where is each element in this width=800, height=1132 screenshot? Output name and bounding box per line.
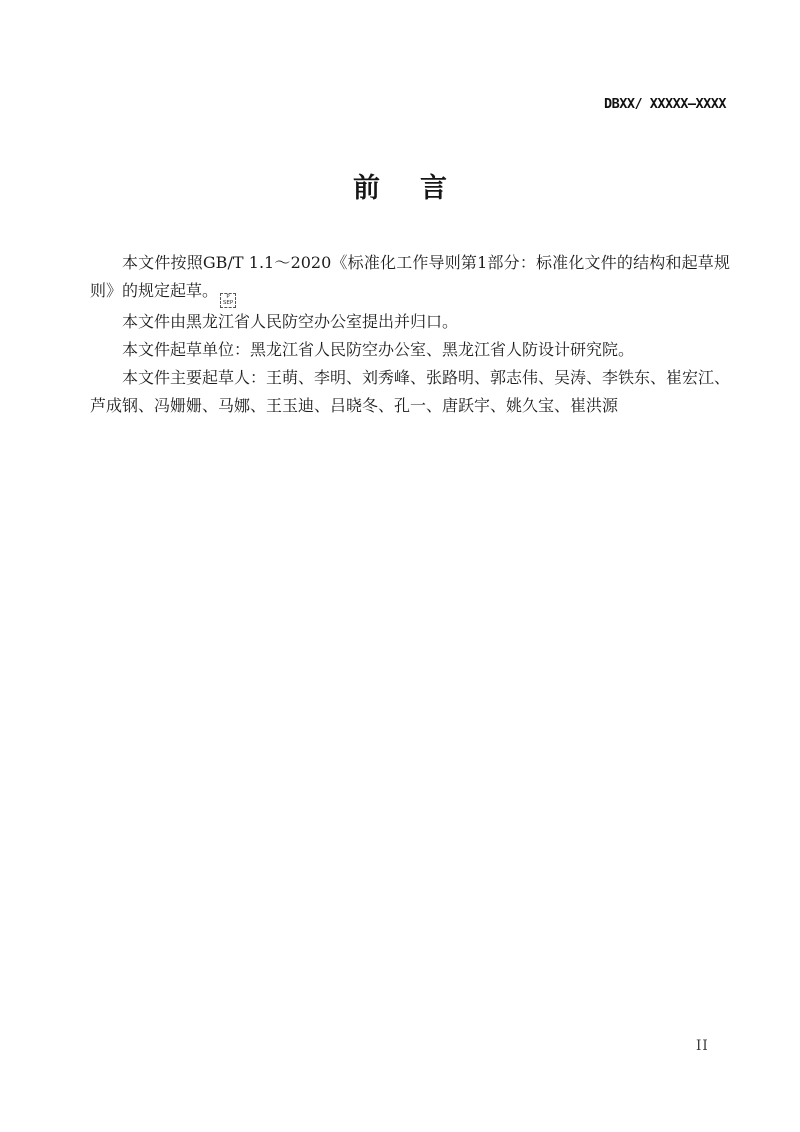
paragraph-proposing-body: 本文件由黑龙江省人民防空办公室提出并归口。 [122,311,459,331]
title-char-qian: 前 [353,173,380,204]
paragraph-drafting-rules [90,249,730,308]
paragraph-text: 本文件按照GB/T 1.1～2020《标准化工作导则第1部分：标准化文件的结构和起草规则》的规定起草。 [90,253,730,300]
foreword-body [90,249,730,420]
paragraph-separator-glyph [220,293,236,308]
separator-glyph-top-label: P [226,294,230,300]
paragraph-drafting-organizations: 本文件起草单位：黑龙江省人民防空办公室、黑龙江省人防设计研究院。 [122,339,635,359]
separator-glyph-bottom-label: SEP [222,300,234,306]
paragraph-main-drafters: 本文件主要起草人：王萌、李明、刘秀峰、张路明、郭志伟、吴涛、李铁东、崔宏江、芦成钢、冯姗姗、马娜、王玉迪、吕晓冬、孔一、唐跃宇、姚久宝、崔洪源 [90,367,731,415]
page-number: II [696,1038,709,1054]
title-char-yan: 言 [420,173,447,204]
standard-code-header: DBXX/ XXXXX—XXXX [603,96,726,112]
page-title [0,173,800,205]
